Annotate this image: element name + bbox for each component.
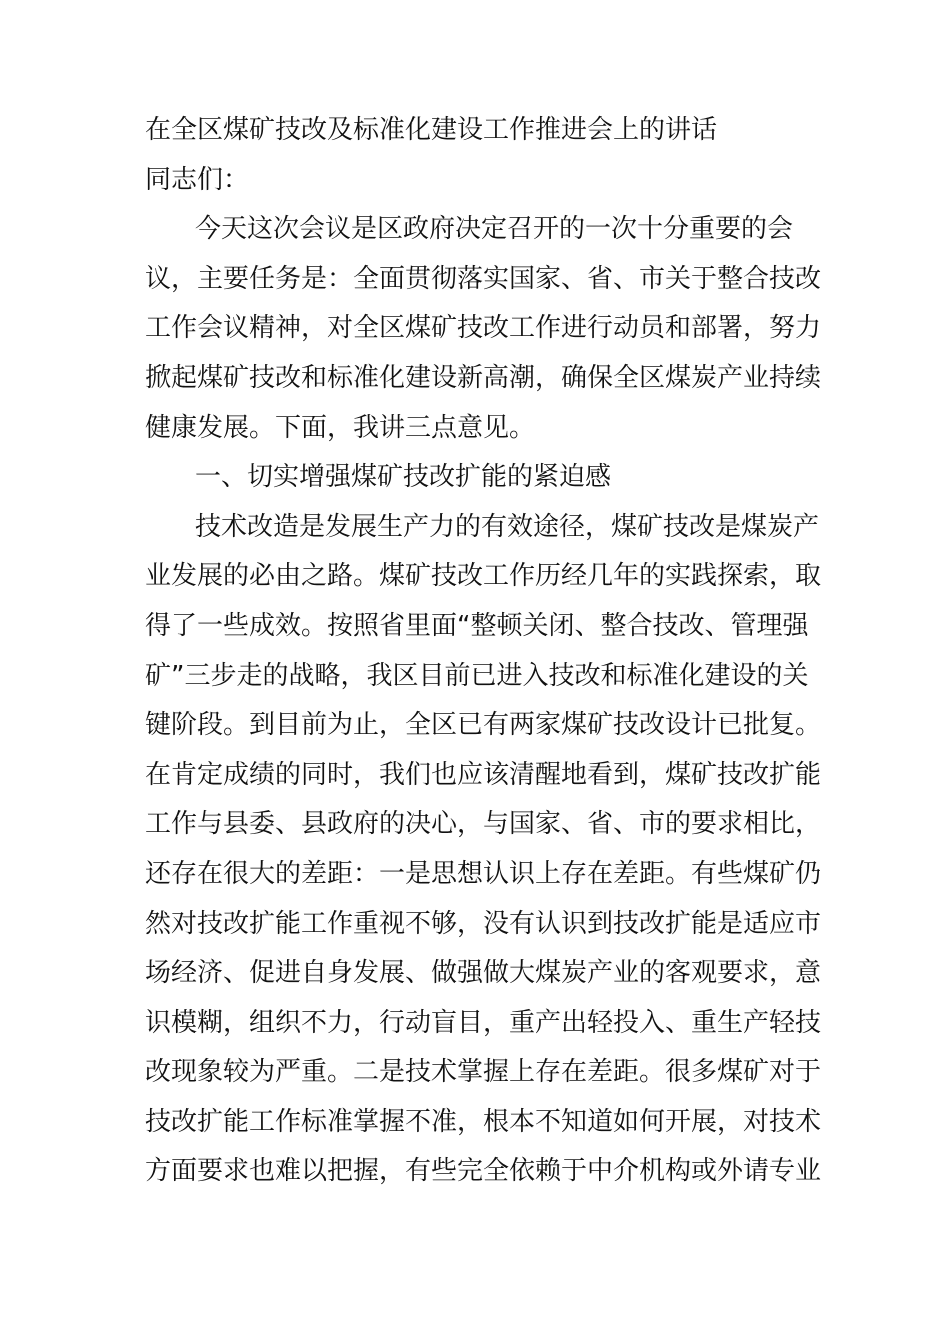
document-body <box>145 106 845 1197</box>
document-title: 在全区煤矿技改及标准化建设工作推进会上的讲话 <box>145 115 718 145</box>
salutation: 同志们： <box>145 164 250 195</box>
text-line: 工作与县委、县政府的决心，与国家、省、市的要求相比， <box>145 809 822 840</box>
text-line: 得了一些成效。按照省里面“整顿关闭、整合技改、管理强 <box>145 610 809 641</box>
text-line: 场经济、促进自身发展、做强做大煤炭产业的客观要求，意 <box>145 958 822 989</box>
text-line: 然对技改扩能工作重视不够，没有认识到技改扩能是适应市 <box>145 908 822 939</box>
text-line: 还存在很大的差距：一是思想认识上存在差距。有些煤矿仍 <box>145 858 822 889</box>
text-line: 技术改造是发展生产力的有效途径，煤矿技改是煤炭产 <box>195 511 820 542</box>
text-line: 掀起煤矿技改和标准化建设新高潮，确保全区煤炭产业持续 <box>145 362 822 393</box>
text-line: 键阶段。到目前为止，全区已有两家煤矿技改设计已批复。 <box>145 710 822 741</box>
text-line: 健康发展。下面，我讲三点意见。 <box>145 412 536 443</box>
text-line: 技改扩能工作标准掌握不准，根本不知道如何开展，对技术 <box>145 1106 822 1137</box>
text-line: 工作会议精神，对全区煤矿技改工作进行动员和部署，努力 <box>145 313 822 344</box>
text-line: 今天这次会议是区政府决定召开的一次十分重要的会 <box>195 214 794 245</box>
text-line: 在肯定成绩的同时，我们也应该清醒地看到，煤矿技改扩能 <box>145 759 822 790</box>
section-heading: 一、切实增强煤矿技改扩能的紧迫感 <box>195 462 612 493</box>
text-line: 议，主要任务是：全面贯彻落实国家、省、市关于整合技改 <box>145 263 822 294</box>
text-line: 识模糊，组织不力，行动盲目，重产出轻投入、重生产轻技 <box>145 1007 822 1038</box>
text-line: 方面要求也难以把握，有些完全依赖于中介机构或外请专业 <box>145 1156 822 1187</box>
text-line: 矿”三步走的战略，我区目前已进入技改和标准化建设的关 <box>145 660 809 691</box>
text-line: 业发展的必由之路。煤矿技改工作历经几年的实践探索，取 <box>145 561 822 592</box>
text-line: 改现象较为严重。二是技术掌握上存在差距。很多煤矿对于 <box>145 1057 822 1088</box>
